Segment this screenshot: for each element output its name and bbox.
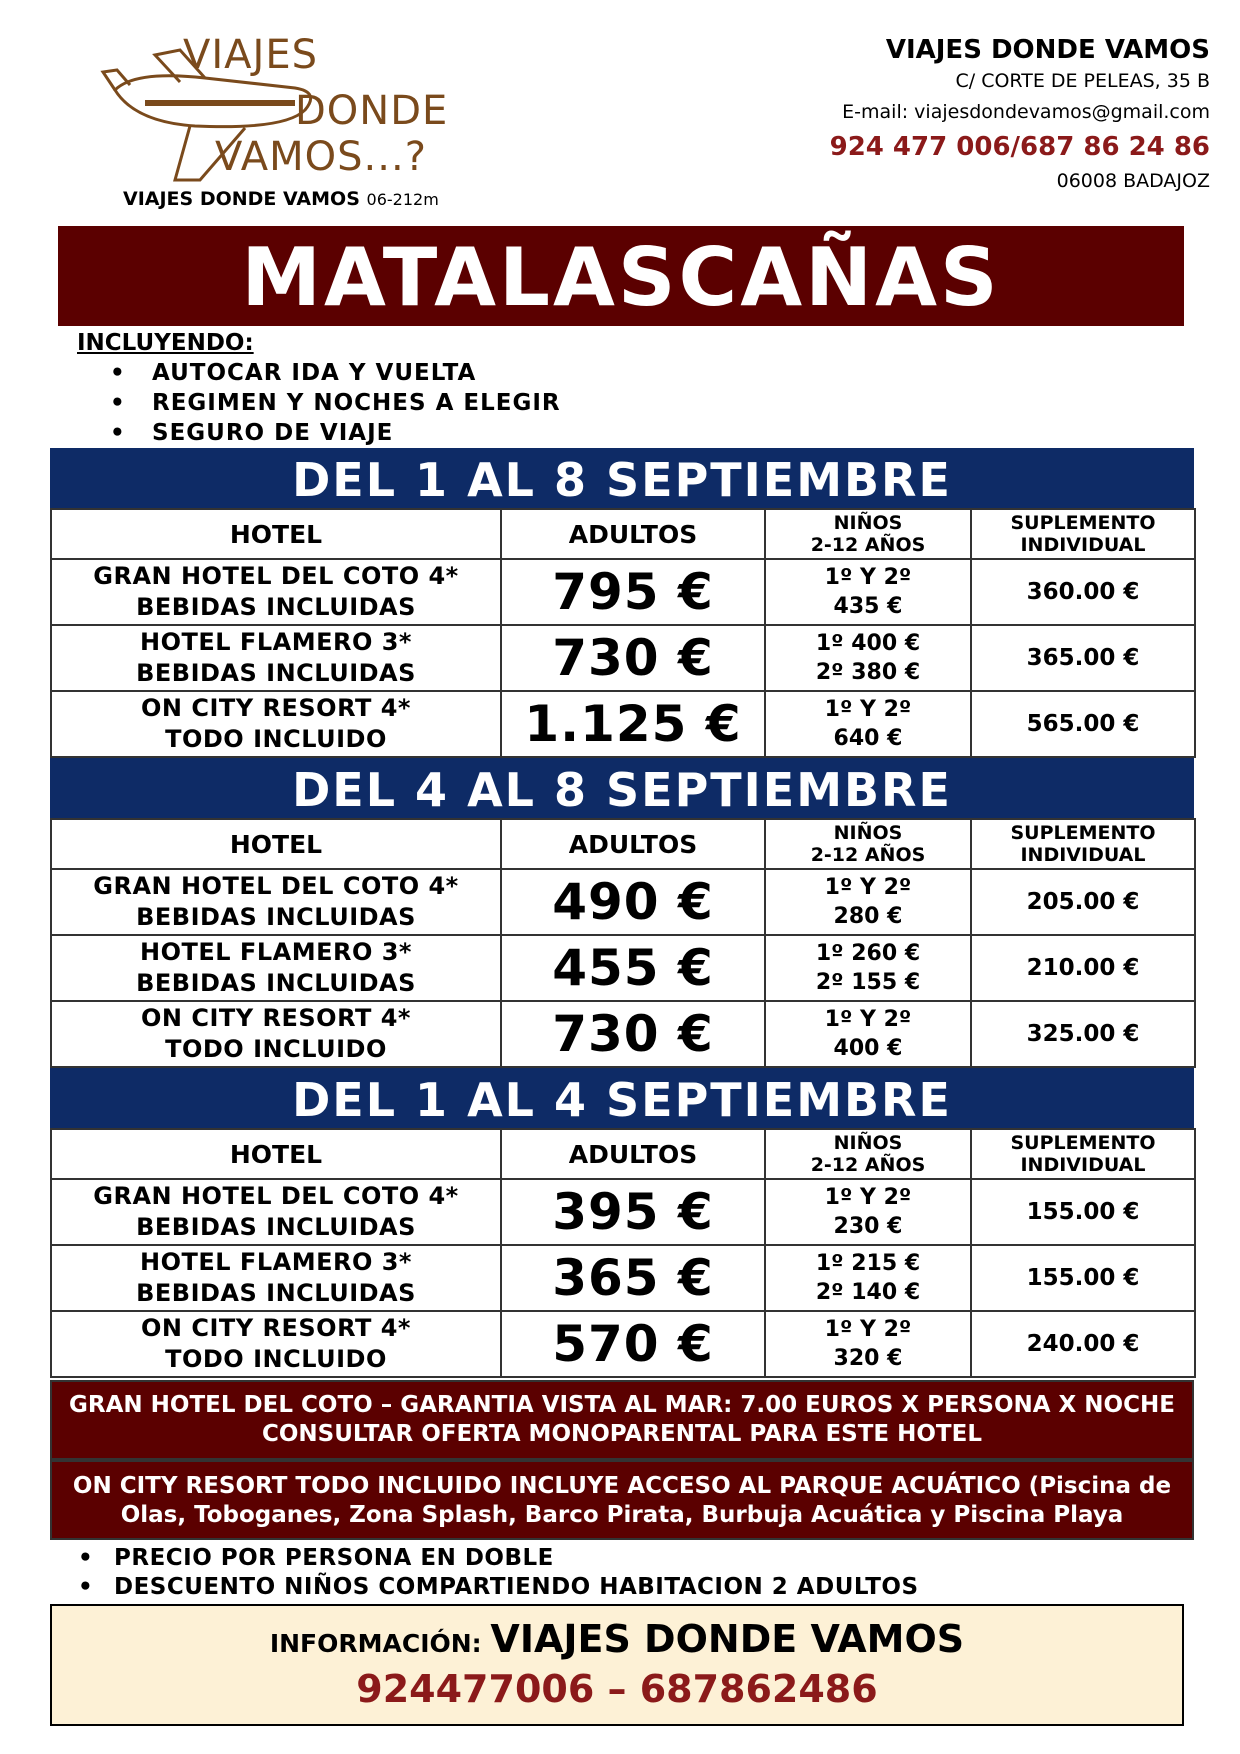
table-row [51, 691, 1195, 757]
hotel-name: GRAN HOTEL DEL COTO 4* [93, 1182, 459, 1210]
kids-price-l2: 435 € [833, 594, 903, 619]
info-box [50, 1604, 1184, 1726]
col-kids-l2: 2-12 AÑOS [810, 844, 926, 866]
kids-price-l1: 1º Y 2º [824, 697, 912, 722]
hotel-cell [51, 559, 501, 625]
col-kids [765, 1129, 971, 1179]
hotel-board: TODO INCLUIDO [165, 1345, 387, 1373]
table-header-row [51, 509, 1195, 559]
hotel-board: BEBIDAS INCLUIDAS [136, 659, 416, 687]
conditions-list [78, 1544, 919, 1602]
adult-price: 795 € [501, 559, 765, 625]
hotel-board: BEBIDAS INCLUIDAS [136, 1213, 416, 1241]
hotel-name: GRAN HOTEL DEL COTO 4* [93, 562, 459, 590]
logo-caption-name: VIAJES DONDE VAMOS [123, 188, 360, 210]
kids-price-l2: 400 € [833, 1036, 903, 1061]
logo-word-viajes: VIAJES [183, 32, 318, 78]
adult-price: 455 € [501, 935, 765, 1001]
hotel-name: ON CITY RESORT 4* [141, 694, 411, 722]
hotel-name: GRAN HOTEL DEL COTO 4* [93, 872, 459, 900]
kids-price-l1: 1º 215 € [815, 1251, 921, 1276]
info-label: INFORMACIÓN: [269, 1629, 482, 1658]
agency-city: 06008 BADAJOZ [1056, 170, 1210, 192]
hotel-name: ON CITY RESORT 4* [141, 1004, 411, 1032]
period-title: DEL 1 AL 4 SEPTIEMBRE [50, 1068, 1194, 1128]
includes-section [77, 328, 561, 448]
col-adults: ADULTOS [501, 1129, 765, 1179]
includes-heading: INCLUYENDO: [77, 330, 254, 356]
agency-name: VIAJES DONDE VAMOS [885, 35, 1210, 65]
page-title: MATALASCAÑAS [58, 226, 1184, 326]
col-kids-l1: NIÑOS [833, 512, 903, 534]
supplement-price: 155.00 € [971, 1245, 1195, 1311]
supplement-price: 205.00 € [971, 869, 1195, 935]
includes-item: • REGIMEN Y NOCHES A ELEGIR [152, 388, 561, 418]
table-row [51, 1245, 1195, 1311]
kids-price-l2: 230 € [833, 1214, 903, 1239]
hotel-board: BEBIDAS INCLUIDAS [136, 969, 416, 997]
note-oncity-line1: ON CITY RESORT TODO INCLUIDO INCLUYE ACCESO AL PARQUE ACUÁTICO (Piscina de [72, 1473, 1172, 1499]
period-2 [50, 758, 1194, 1068]
hotel-board: BEBIDAS INCLUIDAS [136, 903, 416, 931]
period-title: DEL 4 AL 8 SEPTIEMBRE [50, 758, 1194, 818]
kids-price [765, 559, 971, 625]
adult-price: 395 € [501, 1179, 765, 1245]
col-sup-l1: SUPLEMENTO [1010, 822, 1156, 844]
hotel-name: HOTEL FLAMERO 3* [140, 628, 412, 656]
col-adults: ADULTOS [501, 509, 765, 559]
hotel-cell [51, 1001, 501, 1067]
hotel-name: HOTEL FLAMERO 3* [140, 938, 412, 966]
col-kids [765, 509, 971, 559]
col-sup-l2: INDIVIDUAL [1020, 1154, 1146, 1176]
table-row [51, 869, 1195, 935]
note-coto [50, 1380, 1194, 1460]
hotel-cell [51, 1245, 501, 1311]
col-kids-l1: NIÑOS [833, 822, 903, 844]
col-sup-l2: INDIVIDUAL [1020, 844, 1146, 866]
kids-price-l2: 280 € [833, 904, 903, 929]
supplement-price: 240.00 € [971, 1311, 1195, 1377]
col-hotel: HOTEL [51, 1129, 501, 1179]
kids-price-l1: 1º Y 2º [824, 565, 912, 590]
col-sup-l1: SUPLEMENTO [1010, 512, 1156, 534]
agency-logo [95, 30, 455, 220]
kids-price-l1: 1º 400 € [815, 631, 921, 656]
table-header-row [51, 819, 1195, 869]
agency-contact [650, 34, 1210, 197]
agency-email[interactable]: E-mail: viajesdondevamos@gmail.com [842, 101, 1210, 123]
kids-price [765, 625, 971, 691]
supplement-price: 360.00 € [971, 559, 1195, 625]
kids-price-l2: 2º 380 € [815, 660, 921, 685]
kids-price-l2: 2º 155 € [815, 970, 921, 995]
agency-phone[interactable]: 924 477 006/687 86 24 86 [829, 132, 1210, 162]
adult-price: 1.125 € [501, 691, 765, 757]
note-coto-line1: GRAN HOTEL DEL COTO – GARANTIA VISTA AL MAR: 7.00 EUROS X PERSONA X NOCHE [69, 1392, 1175, 1418]
col-supplement [971, 509, 1195, 559]
table-row [51, 1179, 1195, 1245]
logo-caption [123, 188, 439, 210]
table-row [51, 1001, 1195, 1067]
kids-price-l2: 640 € [833, 726, 903, 751]
kids-price-l2: 320 € [833, 1346, 903, 1371]
condition-item: • PRECIO POR PERSONA EN DOBLE [78, 1544, 919, 1573]
kids-price [765, 1311, 971, 1377]
price-table [50, 508, 1196, 758]
kids-price-l2: 2º 140 € [815, 1280, 921, 1305]
table-header-row [51, 1129, 1195, 1179]
hotel-cell [51, 691, 501, 757]
adult-price: 365 € [501, 1245, 765, 1311]
condition-item: • DESCUENTO NIÑOS COMPARTIENDO HABITACION 2 ADULTOS [78, 1573, 919, 1602]
col-sup-l2: INDIVIDUAL [1020, 534, 1146, 556]
includes-item: • SEGURO DE VIAJE [152, 418, 561, 448]
kids-price [765, 691, 971, 757]
kids-price-l1: 1º 260 € [815, 941, 921, 966]
table-row [51, 559, 1195, 625]
kids-price-l1: 1º Y 2º [824, 1007, 912, 1032]
adult-price: 570 € [501, 1311, 765, 1377]
kids-price [765, 935, 971, 1001]
table-row [51, 625, 1195, 691]
adult-price: 730 € [501, 625, 765, 691]
logo-word-donde: DONDE [295, 88, 449, 134]
logo-license: 06-212m [366, 190, 439, 209]
period-1 [50, 448, 1194, 758]
info-phones[interactable]: 924477006 – 687862486 [356, 1667, 878, 1711]
period-3 [50, 1068, 1194, 1378]
col-adults: ADULTOS [501, 819, 765, 869]
supplement-price: 210.00 € [971, 935, 1195, 1001]
hotel-cell [51, 1311, 501, 1377]
col-hotel: HOTEL [51, 819, 501, 869]
hotel-cell [51, 869, 501, 935]
includes-item: • AUTOCAR IDA Y VUELTA [152, 358, 561, 388]
table-row [51, 1311, 1195, 1377]
note-oncity [50, 1460, 1194, 1540]
price-table [50, 818, 1196, 1068]
kids-price-l1: 1º Y 2º [824, 1317, 912, 1342]
logo-word-vamos: VAMOS...? [215, 134, 427, 180]
kids-price [765, 1245, 971, 1311]
hotel-name: HOTEL FLAMERO 3* [140, 1248, 412, 1276]
hotel-cell [51, 1179, 501, 1245]
note-coto-line2: CONSULTAR OFERTA MONOPARENTAL PARA ESTE HOTEL [262, 1421, 982, 1447]
period-title: DEL 1 AL 8 SEPTIEMBRE [50, 448, 1194, 508]
col-hotel: HOTEL [51, 509, 501, 559]
hotel-board: TODO INCLUIDO [165, 725, 387, 753]
col-kids-l2: 2-12 AÑOS [810, 1154, 926, 1176]
agency-address: C/ CORTE DE PELEAS, 35 B [955, 70, 1210, 92]
hotel-board: TODO INCLUIDO [165, 1035, 387, 1063]
col-supplement [971, 1129, 1195, 1179]
col-sup-l1: SUPLEMENTO [1010, 1132, 1156, 1154]
col-kids-l1: NIÑOS [833, 1132, 903, 1154]
kids-price-l1: 1º Y 2º [824, 1185, 912, 1210]
table-row [51, 935, 1195, 1001]
price-table [50, 1128, 1196, 1378]
kids-price-l1: 1º Y 2º [824, 875, 912, 900]
col-supplement [971, 819, 1195, 869]
kids-price [765, 1179, 971, 1245]
note-oncity-line2: Olas, Toboganes, Zona Splash, Barco Pirata, Burbuja Acuática y Piscina Playa [120, 1502, 1124, 1528]
supplement-price: 365.00 € [971, 625, 1195, 691]
col-kids [765, 819, 971, 869]
col-kids-l2: 2-12 AÑOS [810, 534, 926, 556]
includes-list [77, 358, 561, 448]
hotel-board: BEBIDAS INCLUIDAS [136, 1279, 416, 1307]
kids-price [765, 869, 971, 935]
supplement-price: 325.00 € [971, 1001, 1195, 1067]
hotel-cell [51, 625, 501, 691]
info-agency-name: VIAJES DONDE VAMOS [490, 1617, 965, 1661]
supplement-price: 155.00 € [971, 1179, 1195, 1245]
hotel-name: ON CITY RESORT 4* [141, 1314, 411, 1342]
adult-price: 730 € [501, 1001, 765, 1067]
hotel-board: BEBIDAS INCLUIDAS [136, 593, 416, 621]
adult-price: 490 € [501, 869, 765, 935]
supplement-price: 565.00 € [971, 691, 1195, 757]
hotel-cell [51, 935, 501, 1001]
kids-price [765, 1001, 971, 1067]
